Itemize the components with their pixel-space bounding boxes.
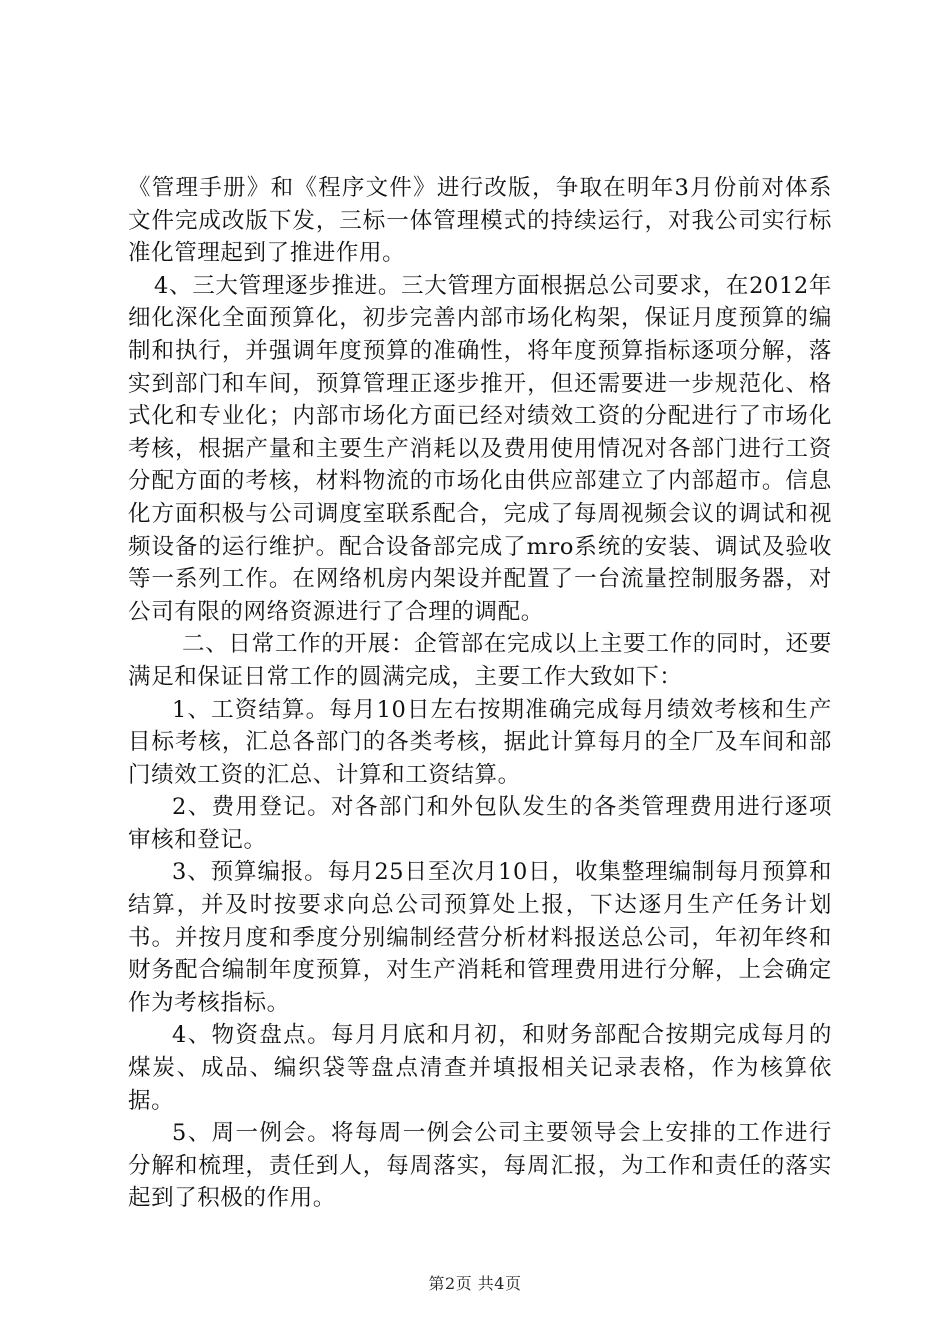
paragraph-three-management: 4、三大管理逐步推进。三大管理方面根据总公司要求，在2012年细化深化全面预算化，初步完善内部市场化构架，保证月度预算的编制和执行，并强调年度预算的准确性，将年度预算指标逐项分解，落实到部门和车间，预算管理正逐步推开，但还需要进一步规范化、格式化和专业化；内部市场化方面已经对绩效工资的分配进行了市场化考核，根据产量和主要生产消耗以及费用使用情况对各部门进行工资分配方面的考核，材料物流的市场化由供应部建立了内部超市。信息化方面积极与公司调度室联系配合，完成了每周视频会议的调试和视频设备的运行维护。配合设备部完成了mro系统的安装、调试及验收等一系列工作。在网络机房内架设并配置了一台流量控制服务器，对公司有限的网络资源进行了合理的调配。 (128, 272, 832, 625)
paragraph-budget-reporting: 3、预算编报。每月25日至次月10日，收集整理编制每月预算和结算，并及时按要求向总公司预算处上报，下达逐月生产任务计划书。并按月度和季度分别编制经营分析材料报送总公司，年初年终和财务配合编制年度预算，对生产消耗和管理费用进行分解，上会确定作为考核指标。 (128, 859, 832, 1016)
section-heading-daily-work: 二、日常工作的开展：企管部在完成以上主要工作的同时，还要满足和保证日常工作的圆满完成，主要工作大致如下： (128, 631, 832, 690)
document-body (128, 172, 832, 1215)
paragraph-inventory-check: 4、物资盘点。每月月底和月初，和财务部配合按期完成每月的煤炭、成品、编织袋等盘点清查并填报相关记录表格，作为核算依据。 (128, 1022, 832, 1114)
page-number-footer: 第2页 共4页 (428, 1274, 522, 1293)
paragraph-salary-settlement: 1、工资结算。每月10日左右按期准确完成每月绩效考核和生产目标考核，汇总各部门的各类考核，据此计算每月的全厂及车间和部门绩效工资的汇总、计算和工资结算。 (128, 696, 832, 788)
paragraph-expense-registration: 2、费用登记。对各部门和外包队发生的各类管理费用进行逐项审核和登记。 (128, 794, 832, 853)
paragraph-continuation: 《管理手册》和《程序文件》进行改版，争取在明年3月份前对体系文件完成改版下发，三标一体管理模式的持续运行，对我公司实行标准化管理起到了推进作用。 (128, 175, 832, 267)
paragraph-monday-meeting: 5、周一例会。将每周一例会公司主要领导会上安排的工作进行分解和梳理，责任到人，每周落实，每周汇报，为工作和责任的落实起到了积极的作用。 (128, 1120, 832, 1212)
